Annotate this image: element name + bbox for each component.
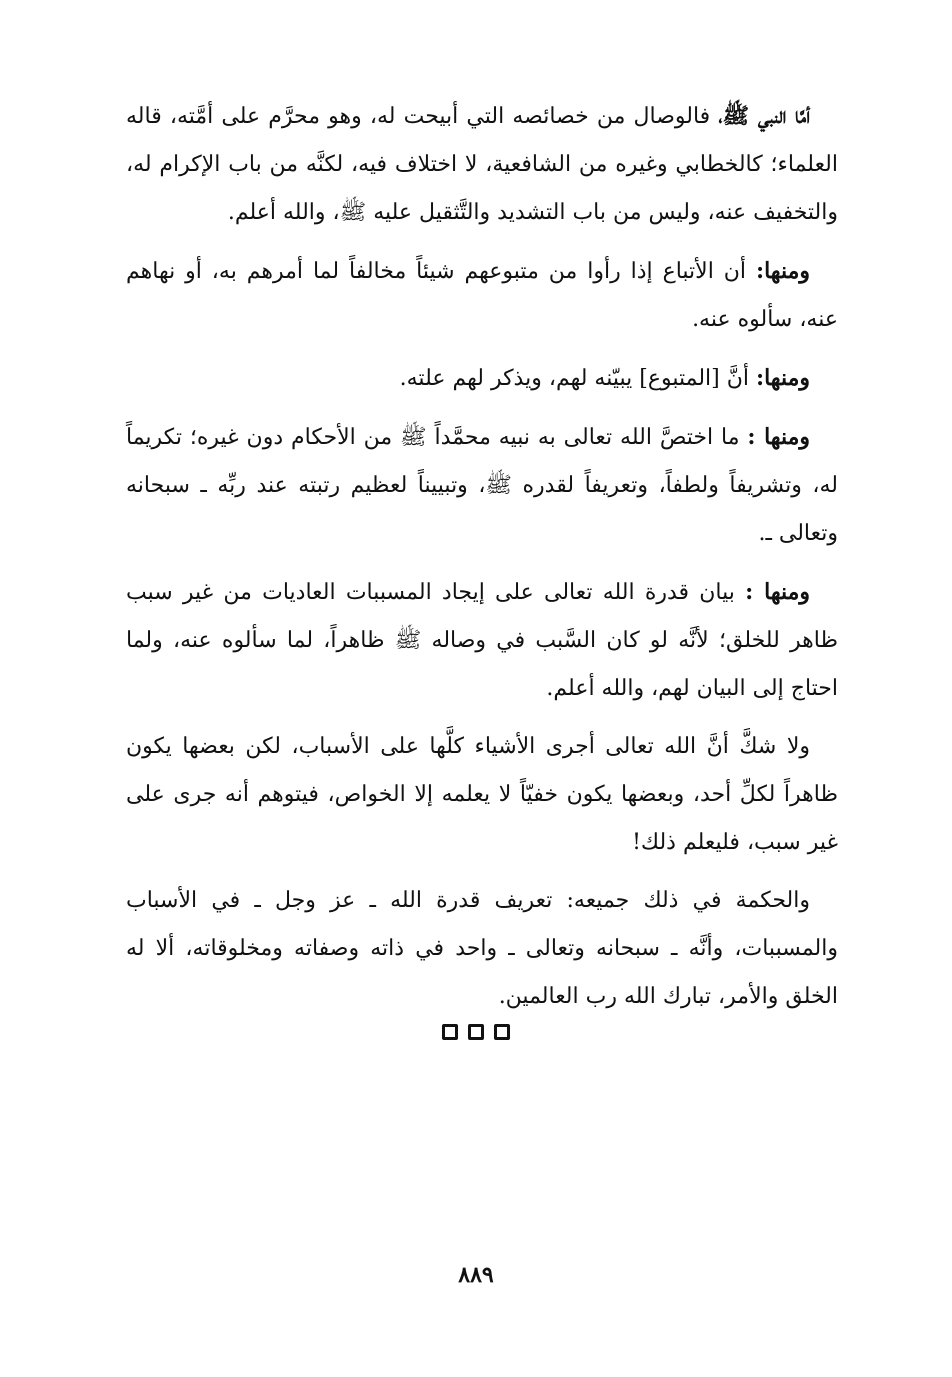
paragraph-3 bbox=[126, 354, 838, 403]
separator-square-icon bbox=[468, 1024, 484, 1040]
paragraph-1-text: فالوصال من خصائصه التي أبيحت له، وهو محرَّم على أمَّته، قاله العلماء؛ كالخطابي وغيره من الشافعية، لا اختلاف فيه، لكنَّه من باب الإكرام له، والتخفيف عنه، وليس من باب التشديد والتَّثقيل عليه ﷺ، والله أعلم. bbox=[126, 104, 838, 225]
paragraph-2-text: أن الأتباع إذا رأوا من متبوعهم شيئاً مخالفاً لما أمرهم به، أو نهاهم عنه، سألوه عنه. bbox=[126, 259, 838, 332]
paragraph-4 bbox=[126, 413, 838, 558]
paragraph-5 bbox=[126, 568, 838, 713]
paragraph-3-text: أنَّ [المتبوع] يبيّنه لهم، ويذكر لهم علته. bbox=[399, 366, 756, 391]
paragraph-2 bbox=[126, 247, 838, 344]
paragraph-6-text: ولا شكَّ أنَّ الله تعالى أجرى الأشياء كلَّها على الأسباب، لكن بعضها يكون ظاهراً لكلِّ أحد، وبعضها يكون خفيّاً لا يعلمه إلا الخواص، فيتوهم أنه جرى على غير سبب، فليعلم ذلك! bbox=[126, 734, 838, 855]
paragraph-1 bbox=[126, 92, 838, 237]
page-number: ٨٨٩ bbox=[458, 1262, 494, 1288]
paragraph-6 bbox=[126, 723, 838, 867]
paragraph-1-lead: أمَّا النبي ﷺ، bbox=[718, 103, 810, 129]
paragraph-7 bbox=[126, 877, 838, 1021]
paragraph-7-text: والحكمة في ذلك جميعه: تعريف قدرة الله ـ عز وجل ـ في الأسباب والمسببات، وأنَّه ـ سبحانه وتعالى ـ واحد في ذاته وصفاته ومخلوقاته، ألا له الخلق والأمر، تبارك الله رب العالمين. bbox=[126, 888, 838, 1009]
body-text bbox=[126, 92, 838, 1031]
section-separator bbox=[0, 1024, 952, 1040]
paragraph-5-lead: ومنها : bbox=[745, 579, 811, 605]
paragraph-2-lead: ومنها: bbox=[755, 258, 810, 284]
paragraph-4-lead: ومنها : bbox=[747, 424, 810, 450]
separator-square-icon bbox=[494, 1024, 510, 1040]
separator-square-icon bbox=[442, 1024, 458, 1040]
paragraph-5-text: بيان قدرة الله تعالى على إيجاد المسببات العاديات من غير سبب ظاهر للخلق؛ لأنَّه لو كان السَّبب في وصاله ﷺ ظاهراً، لما سألوه عنه، ولما احتاج إلى البيان لهم، والله أعلم. bbox=[126, 580, 838, 701]
paragraph-4-text: ما اختصَّ الله تعالى به نبيه محمَّداً ﷺ من الأحكام دون غيره؛ تكريماً له، وتشريفاً ولطفاً، وتعريفاً لقدره ﷺ، وتبييناً لعظيم رتبته عند ربِّه ـ سبحانه وتعالى ـ. bbox=[126, 425, 838, 546]
paragraph-3-lead: ومنها: bbox=[755, 365, 810, 391]
